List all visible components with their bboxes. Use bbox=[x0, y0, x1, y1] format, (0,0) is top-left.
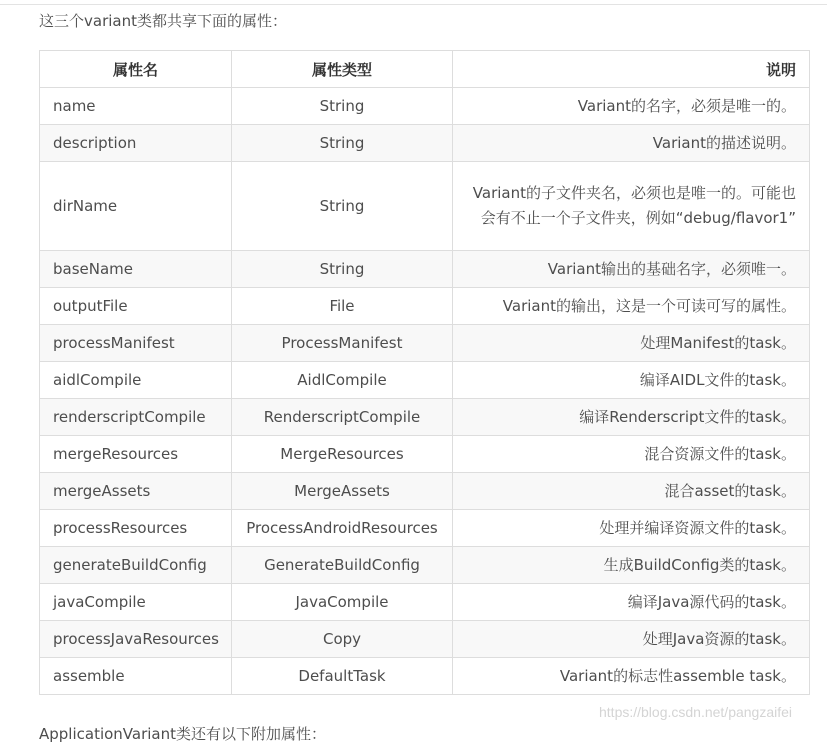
table-row bbox=[40, 162, 810, 251]
cell-desc: 编译Java源代码的task。 bbox=[453, 584, 810, 621]
cell-desc: Variant的输出，这是一个可读可写的属性。 bbox=[453, 288, 810, 325]
cell-name: name bbox=[40, 88, 232, 125]
top-divider bbox=[0, 0, 827, 5]
table-row bbox=[40, 251, 810, 288]
table-row bbox=[40, 436, 810, 473]
cell-type: MergeAssets bbox=[232, 473, 453, 510]
cell-type: DefaultTask bbox=[232, 658, 453, 695]
cell-name: processManifest bbox=[40, 325, 232, 362]
table-row bbox=[40, 584, 810, 621]
cell-name: baseName bbox=[40, 251, 232, 288]
cell-type: File bbox=[232, 288, 453, 325]
cell-name: assemble bbox=[40, 658, 232, 695]
cell-desc: 编译AIDL文件的task。 bbox=[453, 362, 810, 399]
cell-desc: Variant的子文件夹名，必须也是唯一的。可能也会有不止一个子文件夹，例如“debug/flavor1” bbox=[453, 162, 810, 251]
table-row bbox=[40, 547, 810, 584]
header-description: 说明 bbox=[453, 51, 810, 88]
cell-type: String bbox=[232, 125, 453, 162]
cell-type: Copy bbox=[232, 621, 453, 658]
cell-desc: Variant的标志性assemble task。 bbox=[453, 658, 810, 695]
table-row bbox=[40, 362, 810, 399]
cell-name: processJavaResources bbox=[40, 621, 232, 658]
cell-name: dirName bbox=[40, 162, 232, 251]
cell-type: RenderscriptCompile bbox=[232, 399, 453, 436]
table-header-row bbox=[40, 51, 810, 88]
header-property-type: 属性类型 bbox=[232, 51, 453, 88]
cell-desc: 混合asset的task。 bbox=[453, 473, 810, 510]
table-row bbox=[40, 399, 810, 436]
cell-desc: 处理Java资源的task。 bbox=[453, 621, 810, 658]
cell-type: MergeResources bbox=[232, 436, 453, 473]
table-row bbox=[40, 621, 810, 658]
cell-name: javaCompile bbox=[40, 584, 232, 621]
cell-desc: 编译Renderscript文件的task。 bbox=[453, 399, 810, 436]
cell-type: JavaCompile bbox=[232, 584, 453, 621]
intro-text: 这三个variant类都共享下面的属性： bbox=[39, 12, 287, 30]
cell-type: ProcessManifest bbox=[232, 325, 453, 362]
table-row bbox=[40, 658, 810, 695]
properties-table-container bbox=[39, 50, 809, 695]
cell-desc: 处理Manifest的task。 bbox=[453, 325, 810, 362]
cell-name: renderscriptCompile bbox=[40, 399, 232, 436]
cell-type: GenerateBuildConfig bbox=[232, 547, 453, 584]
table-row bbox=[40, 510, 810, 547]
cell-desc: 混合资源文件的task。 bbox=[453, 436, 810, 473]
next-paragraph-partial: ApplicationVariant类还有以下附加属性： bbox=[39, 725, 327, 743]
cell-type: String bbox=[232, 251, 453, 288]
cell-desc: 处理并编译资源文件的task。 bbox=[453, 510, 810, 547]
watermark-text: https://blog.csdn.net/pangzaifei bbox=[599, 704, 793, 720]
cell-name: description bbox=[40, 125, 232, 162]
cell-desc: Variant的描述说明。 bbox=[453, 125, 810, 162]
cell-desc: Variant输出的基础名字，必须唯一。 bbox=[453, 251, 810, 288]
cell-type: AidlCompile bbox=[232, 362, 453, 399]
table-row bbox=[40, 473, 810, 510]
cell-name: mergeAssets bbox=[40, 473, 232, 510]
cell-desc: 生成BuildConfig类的task。 bbox=[453, 547, 810, 584]
properties-table bbox=[39, 50, 810, 695]
cell-type: ProcessAndroidResources bbox=[232, 510, 453, 547]
cell-name: processResources bbox=[40, 510, 232, 547]
cell-name: generateBuildConfig bbox=[40, 547, 232, 584]
cell-name: mergeResources bbox=[40, 436, 232, 473]
cell-desc: Variant的名字，必须是唯一的。 bbox=[453, 88, 810, 125]
cell-name: outputFile bbox=[40, 288, 232, 325]
table-row bbox=[40, 325, 810, 362]
table-row bbox=[40, 125, 810, 162]
cell-type: String bbox=[232, 88, 453, 125]
header-property-name: 属性名 bbox=[40, 51, 232, 88]
cell-type: String bbox=[232, 162, 453, 251]
table-row bbox=[40, 88, 810, 125]
table-row bbox=[40, 288, 810, 325]
cell-name: aidlCompile bbox=[40, 362, 232, 399]
